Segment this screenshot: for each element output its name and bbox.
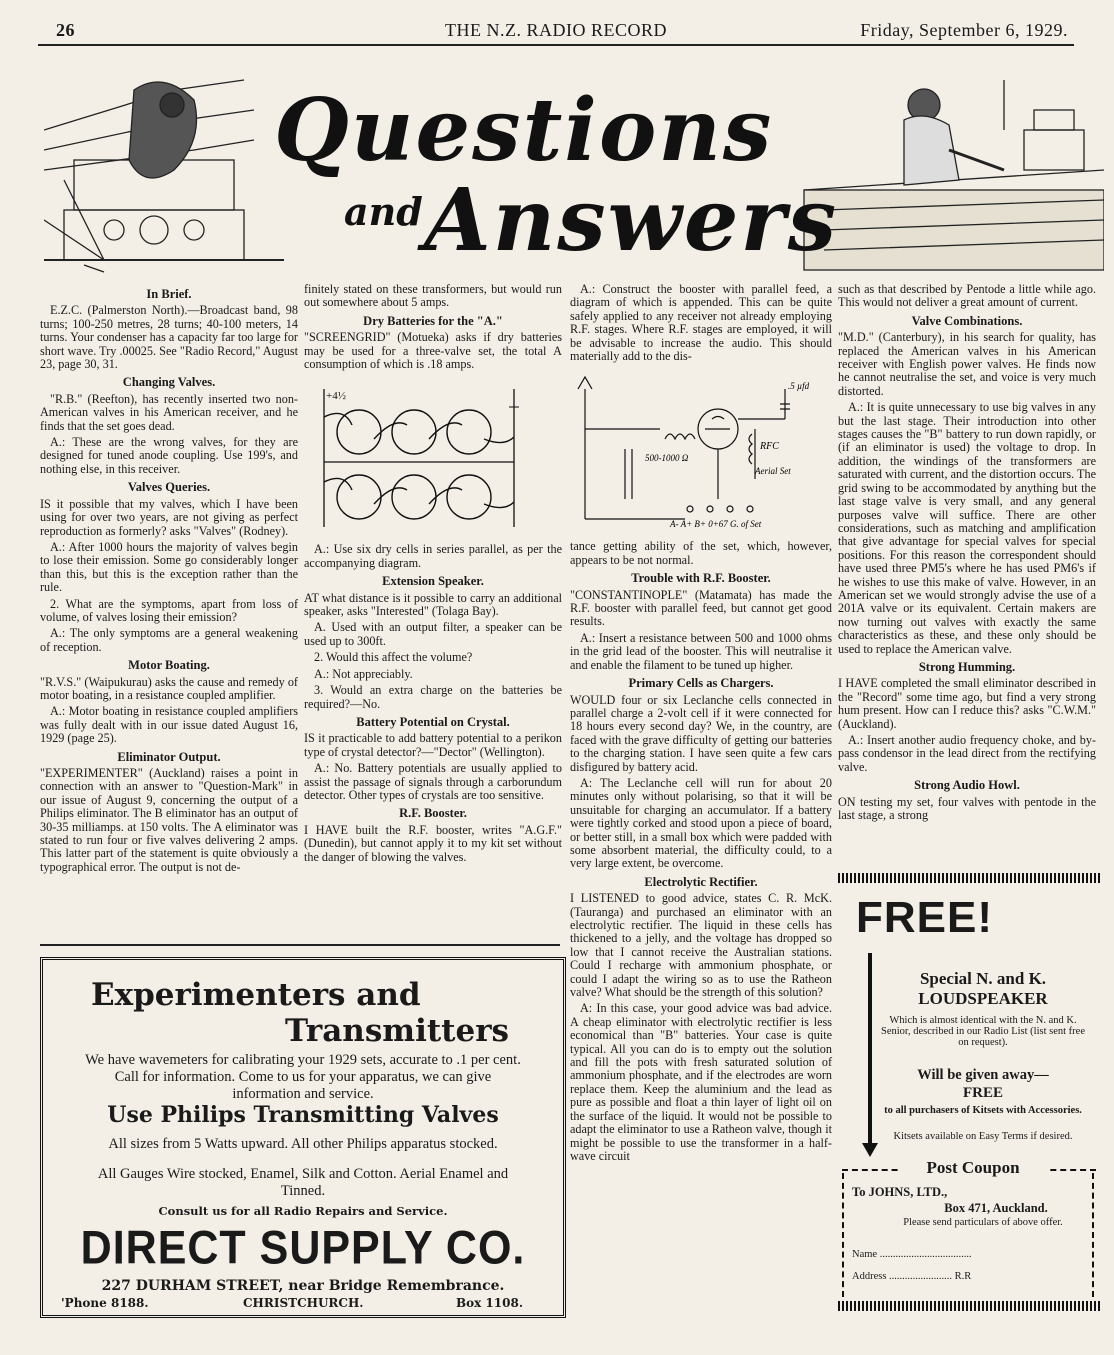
- column-2: [304, 283, 562, 867]
- heading-in-brief: In Brief.: [146, 287, 192, 301]
- heading-electrolytic-rectifier: Electrolytic Rectifier.: [644, 874, 758, 889]
- paragraph: finitely stated on these transformers, but would run out somewhere about 5 amps.: [304, 282, 562, 310]
- coupon-left-border: [842, 1173, 846, 1297]
- paragraph: I HAVE built the R.F. booster, writes "A.G.F." (Dunedin), but cannot apply it to my kit set without the danger of blowing the valves.: [304, 822, 562, 864]
- publication-title: THE N.Z. RADIO RECORD: [445, 20, 667, 40]
- ad-phone: 'Phone 8188.: [61, 1296, 149, 1310]
- diagram-resistor-label: 500-1000 Ω: [645, 453, 689, 464]
- paragraph: "R.B." (Reefton), has recently inserted two non-American valves in his American receiver, and he finds that the set goes dead.: [40, 391, 298, 433]
- paragraph: AT what distance is it possible to carry an additional speaker, asks "Interested" (Tolaga Bay).: [304, 590, 562, 619]
- paragraph: "M.D." (Canterbury), in his search for quality, has replaced the American valves in his American receiver with English power valves. He finds now he cannot neutralise the set, and voice is very much distorted.: [838, 330, 1096, 398]
- paragraph: A.: These are the wrong valves, for they are designed for tuned anode coupling. Use 199's, and nothing else, in this receiver.: [40, 435, 298, 476]
- paragraph: "EXPERIMENTER" (Auckland) raises a point in connection with an answer to "Question-Mark" in our issue of August 9, concerning the output of a Philips eliminator. The B eliminator has an output of 30-35 milliamps. at 150 volts. The A eliminator was stated to run four or five valves delivering 2 amps. This latter part of the statement is quite obviously a typographical error. The output is not de-: [40, 766, 298, 874]
- paragraph: A.: After 1000 hours the majority of valves begin to lose their emission. Some go considerably longer than this, but this is the exception rather than the rule.: [40, 539, 298, 595]
- paragraph: A: In this case, your good advice was bad advice. A cheap eliminator with electrolytic rectifier is less economical than "B" batteries. Your case is quite typical. All you can do is to empty out the solution and fill the pots with fresh saturated solution of ammonium phosphate, and if the electrodes are worn replace them. Keep the aluminium and the lead as pure as possible and float a thin layer of light oil on the surface of the liquid. It would not be possible to adapt the eliminator to use a Ratheon valve, though it might be possible to use the transformer in a half-wave circuit: [570, 1001, 832, 1163]
- paragraph: I HAVE completed the small eliminator described in the "Record" some time ago, but find a very strong hum present. How can I reduce this? asks "C.W.M." (Auckland).: [838, 676, 1096, 731]
- paragraph: "CONSTANTINOPLE" (Matamata) has made the R.F. booster with parallel feed, but cannot get good results.: [570, 587, 832, 629]
- column-divider: [40, 944, 560, 946]
- heading-eliminator-output: Eliminator Output.: [117, 749, 221, 764]
- ad-body-wavemeters: We have wavemeters for calibrating your 1929 sets, accurate to .1 per cent. Call for information. Come to us for your apparatus, we can give information and service.: [85, 1052, 521, 1102]
- heading-extension-speaker: Extension Speaker.: [382, 574, 484, 589]
- heading-dry-batteries: Dry Batteries for the "A.": [363, 313, 503, 328]
- ad-body-sizes: All sizes from 5 Watts upward. All other Philips apparatus stocked.: [108, 1136, 498, 1152]
- battery-diagram-label: +4½: [326, 390, 346, 403]
- paragraph: A.: It is quite unnecessary to use big valves in any but the last stage. Their introduction into other stages causes the "B" battery to run down rapidly, or (if an eliminator is used) the voltage to drop. In addition, the windings of the transformers are saturated with current, and the distortion occurs. The grid swing to be accommodated by anything but the last stage valve is very small, and any general purposes valve will suffice. There are other considerations, such as matching and amplification that give advantage for special valves for special positions. For this reason the correspondent should have used three PM5's where he has used PM6's if he wishes to use this make of valve. However, in an American set we would strongly advise the use of a 201A valve or its equivalent. Certain makers are now turning out valves with exactly the same characteristics as these, and these only should be used to replace the American valve.: [838, 400, 1096, 656]
- paragraph: A: The Leclanche cell will run for about 20 minutes only without polarising, so that it will be unsuitable for charging an accumulator. If a battery were tightly corked and stood upon a piece of board, or better still, in a small box which were padded with some absorbent material, the difficulty could, to a very large extent, be overcome.: [570, 775, 832, 871]
- right-illustration: [804, 80, 1104, 270]
- column-4: [838, 283, 1096, 825]
- ad-box: Box 1108.: [455, 1296, 523, 1310]
- arrow-down-icon: [862, 1143, 878, 1157]
- paragraph: "SCREENGRID" (Motueka) asks if dry batteries may be used for a three-valve set, the total A consumption of which is .18 amps.: [304, 330, 562, 372]
- paragraph: A.: No. Battery potentials are usually applied to assist the passage of signals through a carborundum detector. Other types of crystals are too sensitive.: [304, 761, 562, 802]
- coupon-purchasers: to all purchasers of Kitsets with Accessories.: [884, 1105, 1082, 1116]
- heading-strong-humming: Strong Humming.: [918, 659, 1016, 674]
- coupon-free-label: FREE: [962, 1085, 1003, 1101]
- diagram-aerial-label: Aerial Set: [755, 466, 791, 477]
- paragraph: 2. What are the symptoms, apart from loss of volume, of valves losing their emission?: [40, 596, 298, 624]
- direct-supply-advertisement: [40, 957, 566, 1318]
- ad-company-name: DIRECT SUPPLY CO.: [80, 1221, 526, 1275]
- heading-motor-boating: Motor Boating.: [128, 658, 210, 673]
- page-number: 26: [56, 20, 75, 40]
- coupon-terms: Kitsets available on Easy Terms if desired.: [893, 1131, 1073, 1142]
- heading-valves-queries: Valves Queries.: [127, 480, 211, 495]
- paragraph: I LISTENED to good advice, states C. R. McK. (Tauranga) and purchased an eliminator with an electrolytic rectifier. The liquid in these cells has thickened to a jelly, and the voltage has dropped so low that I cannot receive the Australian stations. Could I recharge with ammonium phosphate, or could I adapt the wiring so as to use the Ratheon valve? What should be the strength of this solution?: [570, 891, 832, 1000]
- paragraph: A.: Not appreciably.: [314, 666, 413, 681]
- paragraph: E.Z.C. (Palmerston North).—Broadcast band, 98 turns; 100-250 metres, 28 turns; 40-100 meters, 14 turns. Your condenser has a capacity far too large for short wave. Try .00025. See "Radio Record," August 23, page 30, 31.: [40, 303, 298, 372]
- paragraph: such as that described by Pentode a little while ago. This would not deliver a great amount of current.: [838, 282, 1096, 310]
- coupon-to: To JOHNS, LTD.,: [852, 1185, 948, 1199]
- page-header: [38, 14, 1074, 46]
- paragraph: A.: Insert another audio frequency choke, and by-pass condensor in the lead direct from the rectifying valve.: [838, 733, 1096, 774]
- paragraph: tance getting ability of the set, which, however, appears to be not normal.: [570, 539, 832, 567]
- diagram-rfc-label: RFC: [760, 441, 779, 453]
- coupon-bottom-border: [838, 1301, 1100, 1311]
- paragraph: "R.V.S." (Waipukurau) asks the cause and remedy of motor boating, in a resistance coupled amplifier.: [40, 674, 298, 702]
- ad-city: CHRISTCHURCH.: [243, 1296, 364, 1310]
- coupon-loudspeaker: LOUDSPEAKER: [918, 989, 1048, 1008]
- heading-battery-potential: Battery Potential on Crystal.: [356, 714, 510, 729]
- ad-title-line2: Transmitters: [285, 1013, 509, 1049]
- coupon-right-border: [1092, 1173, 1096, 1297]
- diagram-terminals-label: A- A+ B+ 0+67 G. of Set: [670, 519, 762, 530]
- diagram-capacitor-label: .5 µfd: [788, 381, 810, 392]
- issue-date: Friday, September 6, 1929.: [860, 20, 1068, 40]
- ad-body-gauges: All Gauges Wire stocked, Enamel, Silk and Cotton. Aerial Enamel and Tinned.: [97, 1166, 509, 1199]
- coupon-address-field[interactable]: Address ........................ R.R: [852, 1271, 972, 1282]
- free-loudspeaker-coupon: [838, 873, 1100, 1313]
- battery-diagram: [304, 377, 554, 537]
- paragraph: ON testing my set, four valves with pentode in the last stage, a strong: [838, 794, 1096, 823]
- heading-rf-booster: R.F. Booster.: [399, 806, 467, 821]
- banner-title-questions: Questions: [274, 80, 774, 181]
- paragraph: WOULD four or six Leclanche cells connected in parallel charge a 2-volt cell if it were connected for 18 hours every second day? We, in the country, are faced with the grave difficulty of getting our batteries to the charging station. I have seen quite a few cars disfigured by battery acid.: [570, 692, 832, 774]
- coupon-post-heading: Post Coupon: [898, 1158, 1048, 1178]
- heading-primary-cells: Primary Cells as Chargers.: [628, 676, 774, 691]
- coupon-free-heading: FREE!: [856, 893, 993, 942]
- banner-title-answers: Answers: [424, 170, 839, 271]
- paragraph: A.: Insert a resistance between 500 and 1000 ohms in the grid lead of the booster. This will neutralise it and enable the filament to be tuned up higher.: [570, 630, 832, 672]
- coupon-arrow-line: [868, 953, 872, 1143]
- column-3: [570, 283, 832, 1166]
- coupon-will-be-given: Will be given away—: [917, 1067, 1049, 1083]
- ad-title-line1: Experimenters and: [91, 977, 421, 1013]
- coupon-box: Box 471, Auckland.: [944, 1201, 1048, 1215]
- heading-valve-combinations: Valve Combinations.: [911, 313, 1023, 328]
- heading-changing-valves: Changing Valves.: [122, 375, 216, 390]
- coupon-description: Which is almost identical with the N. and K. Senior, described in our Radio List (list sent free on request).: [881, 1015, 1085, 1048]
- heading-strong-audio-howl: Strong Audio Howl.: [914, 778, 1020, 793]
- ad-subtitle: Use Philips Transmitting Valves: [107, 1102, 499, 1128]
- paragraph: 2. Would this affect the volume?: [314, 650, 473, 665]
- paragraph: IS it possible that my valves, which I have been using for over two years, are not giving as perfect reproduction as formerly? asks "Valves" (Rodney).: [40, 496, 298, 538]
- booster-circuit-diagram: [570, 369, 825, 534]
- coupon-name-field[interactable]: Name ...................................: [852, 1249, 972, 1260]
- questions-answers-banner: [44, 60, 1104, 278]
- coupon-top-border: [838, 873, 1100, 883]
- heading-trouble-rf-booster: Trouble with R.F. Booster.: [631, 571, 771, 586]
- ad-consult: Consult us for all Radio Repairs and Service.: [158, 1204, 448, 1218]
- left-illustration: [44, 80, 284, 272]
- paragraph: A. Used with an output filter, a speaker can be used up to 300ft.: [304, 620, 562, 648]
- coupon-special: Special N. and K.: [919, 969, 1047, 988]
- paragraph: A.: Motor boating in resistance coupled amplifiers was fully dealt with in our issue dated August 16, 1929 (page 25).: [40, 704, 298, 746]
- paragraph: 3. Would an extra charge on the batteries be required?—No.: [304, 683, 562, 711]
- paragraph: A.: Construct the booster with parallel feed, a diagram of which is appended. This can be quite safely applied to any receiver not already employing R.F. stages. Where R.F. stages are employed, it will be advisable to increase the audio. This should materially add to the dis-: [570, 282, 832, 364]
- banner-connector: and: [344, 189, 423, 234]
- ad-address: 227 DURHAM STREET, near Bridge Remembrance.: [101, 1278, 505, 1294]
- paragraph: IS it practicable to add battery potential to a perikon type of crystal detector?—"Dector" (Wellington).: [304, 731, 562, 759]
- paragraph: A.: Use six dry cells in series parallel, as per the accompanying diagram.: [304, 542, 562, 570]
- column-1: [40, 283, 298, 877]
- coupon-please-send: Please send particulars of above offer.: [903, 1217, 1063, 1228]
- paragraph: A.: The only symptoms are a general weakening of reception.: [40, 626, 298, 654]
